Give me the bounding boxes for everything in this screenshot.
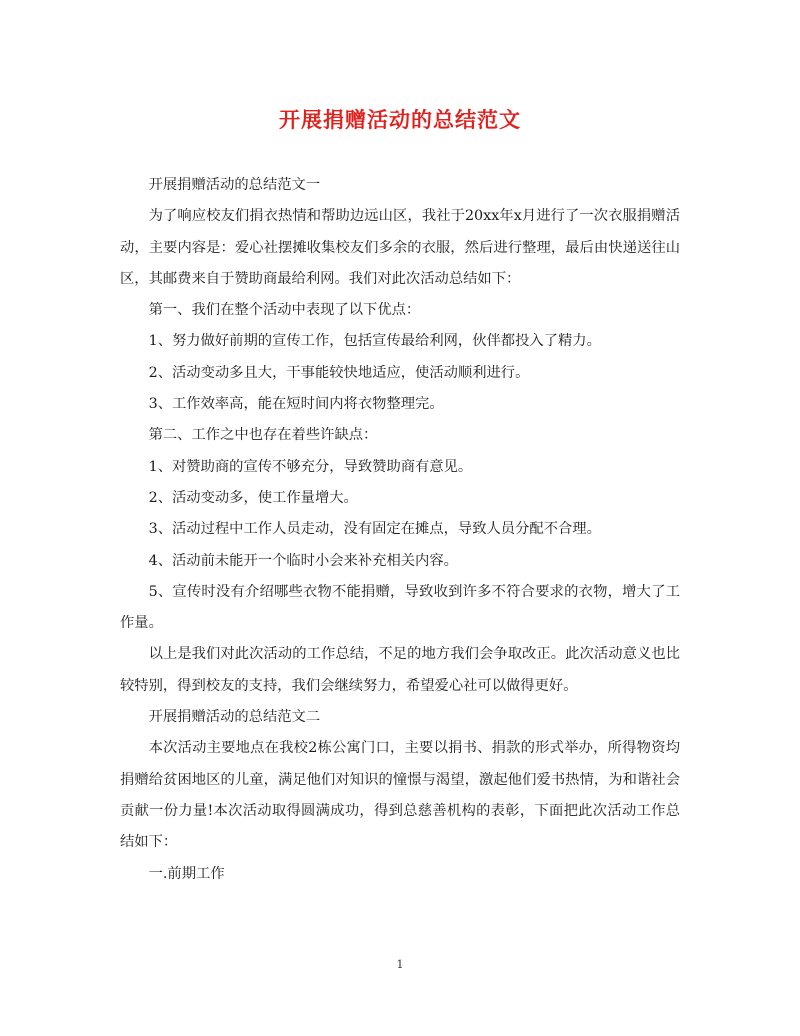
document-body <box>120 168 680 890</box>
paragraph-preliminary-work: 一.前期工作 <box>148 865 225 882</box>
paragraph-section-heading-2: 开展捐赠活动的总结范文二 <box>148 709 321 726</box>
paragraph-shortcoming-3: 3、活动过程中工作人员走动，没有固定在摊点，导致人员分配不合理。 <box>148 521 601 538</box>
paragraph-intro: 为了响应校友们捐衣热情和帮助边远山区，我社于20xx年x月进行了一次衣服捐赠活动，主要内容是：爱心社摆摊收集校友们多余的衣服，然后进行整理，最后由快递送往山区，其邮费来自于赞助商最给利网。我们对此次活动总结如下： <box>120 208 680 287</box>
paragraph-shortcoming-2: 2、活动变动多，使工作量增大。 <box>148 489 358 506</box>
paragraph-conclusion: 以上是我们对此次活动的工作总结，不足的地方我们会争取改正。此次活动意义也比较特别，得到校友的支持，我们会继续努力，希望爱心社可以做得更好。 <box>120 646 680 694</box>
paragraph-shortcoming-4: 4、活动前未能开一个临时小会来补充相关内容。 <box>148 552 458 569</box>
paragraph-advantages-heading: 第一、我们在整个活动中表现了以下优点： <box>148 302 421 319</box>
paragraph-shortcoming-1: 1、对赞助商的宣传不够充分，导致赞助商有意见。 <box>148 458 473 475</box>
paragraph-advantage-3: 3、工作效率高，能在短时间内将衣物整理完。 <box>148 396 444 413</box>
document-title: 开展捐赠活动的总结范文 <box>279 107 521 132</box>
paragraph-advantage-1: 1、努力做好前期的宣传工作，包括宣传最给利网，伙伴都投入了精力。 <box>148 333 601 350</box>
paragraph-section-heading-1: 开展捐赠活动的总结范文一 <box>148 177 321 193</box>
page-number: 1 <box>396 958 404 971</box>
paragraph-advantage-2: 2、活动变动多且大，干事能较快地适应，使活动顺利进行。 <box>148 364 530 381</box>
paragraph-shortcomings-heading: 第二、工作之中也存在着些许缺点： <box>148 427 378 444</box>
paragraph-event-description: 本次活动主要地点在我校2栋公寓门口，主要以捐书、捐款的形式举办，所得物资均捐赠给贫困地区的儿童，满足他们对知识的憧憬与渴望，激起他们爱书热情，为和谐社会贡献一份力量!本次活动取得圆满成功，得到总慈善机构的表彰，下面把此次活动工作总结如下： <box>120 740 680 851</box>
paragraph-shortcoming-5: 5、宣传时没有介绍哪些衣物不能捐赠，导致收到许多不符合要求的衣物，增大了工作量。 <box>120 583 680 632</box>
